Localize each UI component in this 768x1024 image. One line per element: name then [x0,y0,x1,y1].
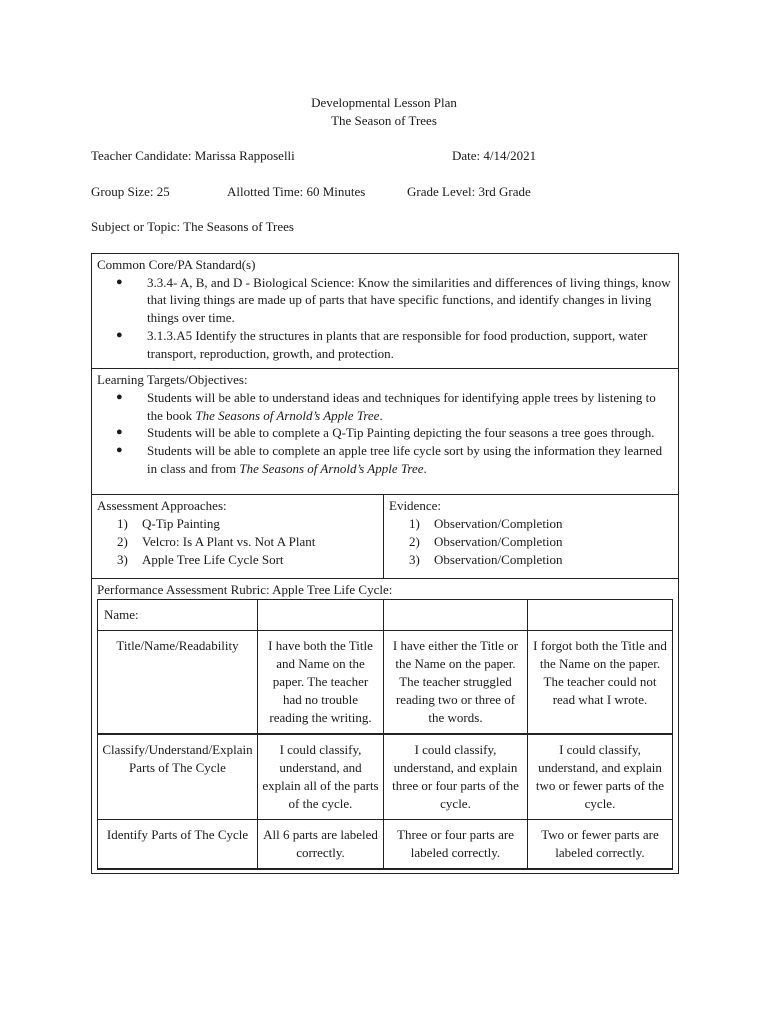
table-row [98,819,673,869]
subject-topic: Subject or Topic: The Seasons of Trees [91,219,294,234]
item-text: Observation/Completion [434,533,563,549]
objective-end: . [379,407,383,423]
list-item: ● Students will be able to complete a Q-Tip Painting depicting the four seasons a tree goes through. [116,424,673,442]
book-title: The Seasons of Arnold’s Apple Tree [195,407,380,423]
rubric-cell: I could classify, understand, and explain two or fewer parts of the cycle. [528,734,673,820]
rubric-criterion: Classify/Understand/Explain Parts of The Cycle [98,734,258,820]
rubric-row [92,579,679,874]
rubric-title: Performance Assessment Rubric: Apple Tree Life Cycle: [97,582,393,598]
rubric-criterion: Title/Name/Readability [98,630,258,734]
book-title: The Seasons of Arnold’s Apple Tree [239,460,424,476]
teacher-name: Marissa Rapposelli [194,148,295,163]
list-item [116,389,673,424]
objectives-row [92,369,679,495]
item-text: Observation/Completion [434,516,563,532]
rubric-header-row [98,599,673,630]
objective-text: Students will be able to understand ideas and techniques for identifying apple trees by listening to the book [147,389,656,423]
standards-cell [92,254,679,369]
assessment-list [97,515,378,568]
objectives-list [97,389,673,478]
rubric-cell: I forgot both the Title and the Name on the paper. The teacher could not read what I wrote. [528,630,673,734]
rubric-table [97,599,673,870]
assessment-cell [92,495,384,579]
item-text: Observation/Completion [434,551,563,567]
blank-header-cell [528,599,673,630]
item-text: Velcro: Is A Plant vs. Not A Plant [142,533,316,549]
rubric-cell [92,579,679,874]
blank-header-cell [384,599,528,630]
rubric-criterion: Identify Parts of The Cycle [98,819,258,869]
assessment-title: Assessment Approaches: [97,498,227,514]
evidence-list [389,515,673,568]
list-item [117,515,378,533]
standards-title: Common Core/PA Standard(s) [97,257,256,272]
teacher-label: Teacher Candidate: [91,148,192,163]
list-item [409,551,673,569]
item-text: Q-Tip Painting [142,516,220,532]
grade-level: Grade Level: 3rd Grade [407,184,531,199]
standards-list [97,274,673,363]
standards-row [92,254,679,369]
list-item: ● 3.1.3.A5 Identify the structures in plants that are responsible for food production, support, water transport, reproduction, growth, and protection. [116,327,673,362]
list-item: ● 3.3.4- A, B, and D - Biological Science: Know the similarities and differences of living things, know that living things are made up of parts that have specific functions, and identify changes in living things over time. [116,274,673,327]
list-item [117,551,378,569]
item-number: 3) [409,551,420,567]
objective-end: . [423,460,427,476]
rubric-cell: I could classify, understand, and explain three or four parts of the cycle. [384,734,528,820]
rubric-cell: I have both the Title and Name on the paper. The teacher had no trouble reading the writing. [258,630,384,734]
blank-header-cell [258,599,384,630]
rubric-cell: I have either the Title or the Name on the paper. The teacher struggled reading two or three of the words. [384,630,528,734]
rubric-cell: All 6 parts are labeled correctly. [258,819,384,869]
assessment-row [92,495,679,579]
allotted-time: Allotted Time: 60 Minutes [227,184,366,199]
rubric-cell: I could classify, understand, and explain all of the parts of the cycle. [258,734,384,820]
name-label: Name: [98,599,258,630]
lesson-plan-table [91,253,679,874]
item-number: 2) [409,533,420,549]
table-row [98,630,673,734]
list-item [117,533,378,551]
item-text: Apple Tree Life Cycle Sort [142,551,284,567]
list-item [409,533,673,551]
item-number: 1) [409,516,420,532]
rubric-cell: Three or four parts are labeled correctly. [384,819,528,869]
teacher-candidate-line [91,148,295,164]
item-number: 1) [117,516,128,532]
document-title: Developmental Lesson Plan [311,95,457,110]
table-row [98,734,673,820]
document-subtitle: The Season of Trees [331,113,437,128]
objectives-title: Learning Targets/Objectives: [97,372,248,388]
objectives-cell [92,369,679,495]
evidence-cell [384,495,679,579]
group-size: Group Size: 25 [91,184,170,199]
date-label: Date: [452,148,481,163]
date-line [452,148,536,164]
item-number: 3) [117,551,128,567]
list-item [409,515,673,533]
rubric-cell: Two or fewer parts are labeled correctly. [528,819,673,869]
evidence-title: Evidence: [389,498,441,514]
item-number: 2) [117,533,128,549]
objective-text: Students will be able to complete an apple tree life cycle sort by using the information they learned in class and from [147,443,663,476]
date-value: 4/14/2021 [483,148,537,163]
list-item [116,442,673,477]
